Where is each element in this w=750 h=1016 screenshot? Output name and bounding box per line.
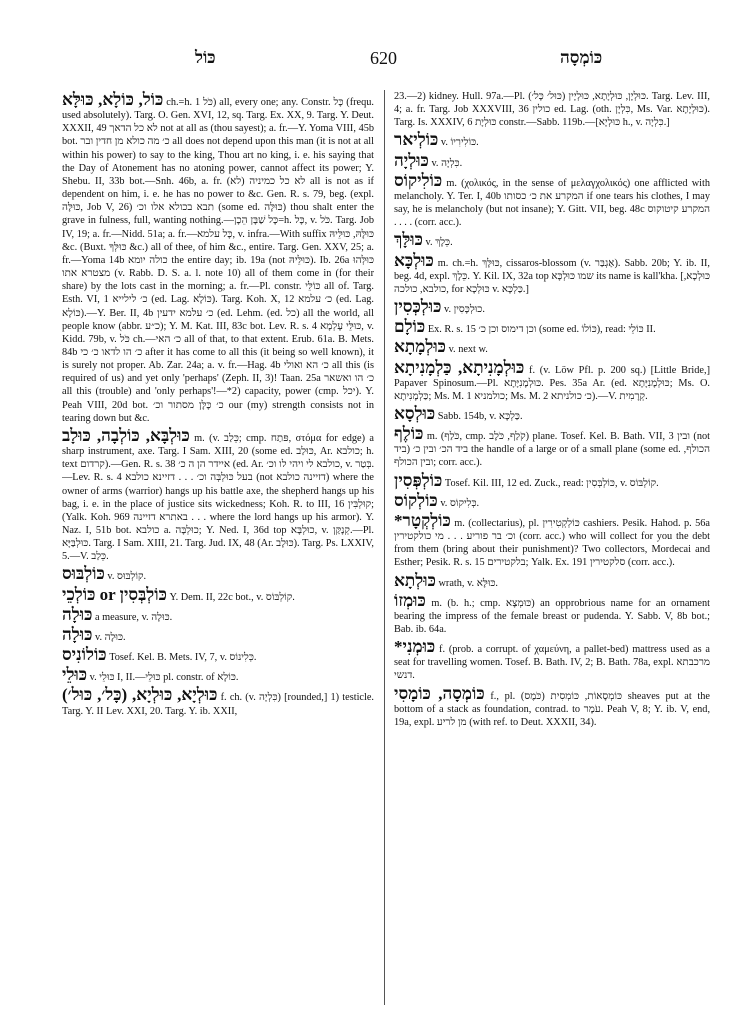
- entry-text: Sabb. 154b, v. כַּלְכָּא.: [437, 410, 523, 422]
- entry-text: m. (b. h.; cmp. כּוּמְצָא) an opprobrious name for an ornament bearing the impress of the female breast or pudenda. Y. Sabb. V, 8b bot.; Bab. ib. 64a.: [394, 597, 710, 635]
- entry-text: m. (χολικός, in the sense of μελαγχολικός) one afflicted with melancholy. Y. Ter. I, 40b המקרע את כ׳ כסותו if one tears his clothes, I may say, he is melancholy (but not insane); Y. Gitt. VII, beg. 48c המקרע קיטוקוס . . . . (corr. acc.).: [394, 177, 710, 229]
- dictionary-entry: [394, 230, 710, 249]
- entry-headword: כּוֹלְקוֹס: [394, 490, 438, 510]
- entry-text: f. (prob. a corrupt. of χαμεύνη, a pallet-bed) mattress used as a seat for travelling women. Tosef. B. Bath. IV, 2; B. Bath. 78a, expl. מרכבתא דנשי.: [394, 644, 710, 682]
- page-header: [60, 48, 700, 78]
- entry-headword: כּוּלֵי: [62, 665, 88, 685]
- dictionary-entry: [394, 90, 710, 129]
- dictionary-entry: [394, 591, 710, 636]
- entry-headword: כּוּלְכָּא: [394, 250, 434, 270]
- entry-headword: כּוֹלְפְּסִין: [394, 470, 443, 490]
- dictionary-entry: [394, 684, 710, 729]
- entry-headword: כּוֹלְכֵי or כּוֹלְבְּסִין: [62, 584, 167, 604]
- dictionary-entry: [394, 130, 710, 149]
- entry-text: f., pl. כּוֹמְסָאוֹת, כּוֹמְסִית (כֹּמֶס) sheaves put at the bottom of a stack as foundation, contrad. to עֹמֶר. Peah V, 8; Y. ib. V, end, 19a, expl. מן לריע (with ref. to Deut. XXXII, 34).: [394, 690, 710, 728]
- entry-text: a measure, v. כּוּלָה.: [94, 611, 173, 623]
- entry-headword: כּוּמְזוֹ: [394, 590, 426, 610]
- entry-headword: כּוּלְכְּסִין: [394, 297, 442, 317]
- dictionary-entry: [394, 571, 710, 590]
- dictionary-entry: [394, 511, 710, 570]
- entry-headword: כּוֹלִיקוֹס: [394, 170, 443, 190]
- entry-text: Y. Dem. II, 22c bot., v. קוֹלְבּוֹס.: [169, 591, 295, 603]
- page-number: 620: [370, 48, 397, 68]
- entry-headword: כּוּלְסָא: [394, 403, 436, 423]
- dictionary-entry: [394, 404, 710, 423]
- entry-headword: כּוּלְמָנִיתָא, כַּלְמָנִיתָא: [394, 357, 525, 377]
- entry-headword: כּוֹלֶף: [394, 424, 424, 444]
- entry-text: m. ch.=h. כּוּלָּךְ, cissaros-blossom (v. אַגְבַּר). Sabb. 20b; Y. ib. II, beg. 4d, expl. כֵּלָךְ. Y. Kil. IX, 32a top שמו כּוּלְכָּא its name is kall'kha. [כּוּלְכָא, כולבא, כולכה, for כּוּלְכָא v. כַּלְכָּא.]: [394, 257, 710, 295]
- dictionary-entry: [62, 605, 374, 624]
- dictionary-entry: [62, 564, 374, 583]
- dictionary-entry: [394, 251, 710, 296]
- entry-headword: כּוֹל, כּוֹלָא, כּוּלָּא: [62, 90, 164, 109]
- entry-text: v. קוֹלְבּוּס.: [107, 571, 147, 583]
- entry-headword: כּוֹלוֹנִיס: [62, 645, 107, 665]
- dictionary-entry: [394, 337, 710, 356]
- entry-text: m. (כֹּלַף, cmp. קֹלַף, כֹּלֶב) plane. Tosef. Kel. B. Bath. VII, 3 ובין (not ביד) ביד הכ׳ ובין כ׳ the handle of a large or of a small plane (some ed. הכולף, ובין הכולף; corr. acc.).: [394, 431, 710, 469]
- dictionary-entry: [394, 491, 710, 510]
- entry-headword: כּוֹלְיאר: [394, 130, 439, 150]
- dictionary-entry: [62, 645, 374, 664]
- dictionary-entry: [62, 585, 374, 604]
- entry-headword: כּוֹלְבּוּס: [62, 564, 105, 584]
- dictionary-entry: [62, 90, 374, 425]
- dictionary-entry: [62, 426, 374, 564]
- entry-headword: כּוּלְמָתָא: [394, 337, 446, 357]
- dictionary-entry: [62, 625, 374, 644]
- entry-headword: *כּוּמְנִי: [394, 637, 436, 657]
- entry-text: v. next w.: [448, 344, 488, 356]
- entry-text: Ex. R. s. 15 וכן דימוס וכן כ׳ (some ed. כּוֹלוֹ), read: כּוֹלֵי II.: [427, 324, 656, 336]
- header-left-headword: כּוֹל: [195, 48, 216, 67]
- entry-text: Tosef. Kil. III, 12 ed. Zuck., read: כּוֹלְבְּסִין, v. קוֹלְבּוֹס.: [444, 477, 659, 489]
- dictionary-entry: [394, 171, 710, 230]
- dictionary-entry: [394, 358, 710, 403]
- entry-text: 23.—2) kidney. Hull. 97a.—Pl. כּוּלְיָן, כּוּלְיָתָא, כּוּלְיָין (כּוּל׳ כָּל׳). Targ. Lev. III, 4; a. fr. Targ. Job XXXVIII, 36 כולין ed. Lag. (oth. כִּלְיָן, Ms. Var. כּוּלְיָתָא). Targ. Is. XXXIV, 6 כּוּלְיָת constr.—Sabb. 119b.—[כּוּלְיָא h., v. כִּלְיָה.]: [394, 91, 710, 129]
- entry-headword: כּוֹמְסָה, כּוֹמָסִי: [394, 683, 485, 703]
- entry-text: Tosef. Kel. B. Mets. IV, 7, v. כְּלִינוֹס.: [109, 652, 257, 664]
- entry-headword: כּוֹלָם: [394, 317, 426, 337]
- entry-text: m. (collectarius), pl. כּוֹלְקְטִירִין cashiers. Pesik. Hahod. p. 56a וכ׳ בר פוריע . . . מי כולקטירין (corr. acc.) who will collect for you the debt from them (bring about their punishment)? Two collectors, Mordecai and Esther; Pesik. R. s. 15 בלקטירים; Yalk. Ex. 191 סלקטירין (corr. acc.).: [394, 517, 710, 569]
- column-divider: [384, 90, 385, 1005]
- entry-text: v. כּוּלָה.: [94, 631, 126, 643]
- entry-text: v. כּוֹלִירִיוֹ.: [440, 137, 479, 149]
- entry-text: v. כְּלִיקוֹס.: [440, 497, 480, 509]
- entry-headword: כּוּלָה: [62, 624, 93, 644]
- entry-headword: *כּוֹלְקְטָר: [394, 510, 451, 530]
- entry-text: v. כּוּלֵי I, II.—כּוּלֵי pl. constr. of כּוֹלָא.: [89, 672, 239, 684]
- dictionary-entry: [394, 317, 710, 336]
- entry-headword: כּוּלָה: [62, 604, 93, 624]
- entry-text: v. כוּלְכָּסִין.: [443, 304, 485, 316]
- dictionary-entry: [394, 471, 710, 490]
- entry-text: f. (v. Löw Pfl. p. 200 sq.) [Little Bride,] Papaver Spinosum.—Pl. כּוּלְמָנִיָּתָא. Pes. 35a Ar. (ed. כּוּלְמָנִיָּתָא; Ms. O. כַּלְמָנִיתָא; Ms. M. 1 כולמניא; Ms. M. 2 כ׳ כולניתא).—V. קְרָמִית.: [394, 364, 710, 402]
- entry-text: m. (v. כֵּלַב; cmp. פּתַח, στόμα for edge) a sharp instrument, axe. Targ. I Sam. XIII, 20 (some ed. כּוּלַב, Ar. כולבא; h. text קרדום).—Gen. R. s. 38 איידר הן ה כ׳ (ed. Ar. כולבא לי ויהי לו וכ׳, v. בְּטַר.—Lev. R. s. 4 בעל כּוּלְבְּה וכ׳ . . . דזיינא כולבא (not דזיינה כולבא) where the owner of arms (warrior) hangs up his battle axe, the shepherd hangs up his bag, i. e. in the place of justice sits wickedness; Koh. R. to III, 16 קוּלְבִּין; (Yalk. Koh. 969 באתרא דזיינה . . . where the lord hangs up his armor). Y. Naz. I, 51b bot. כולבא a. כוּלְבָּה; Y. Ned. I, 36d top כוּלְבָּא, v. קְנָקַּן.—Pl. כּוּלְבַּיָּא. Targ. I Sam. XIII, 21. Targ. Jud. IX, 48 (Ar. כּוּלָב). Targ. Ps. LXXIV, 5.—V. כֵּלַב.: [62, 432, 374, 563]
- dictionary-entry: [62, 685, 374, 717]
- entry-text: v. כִּלְיָה.: [431, 157, 463, 169]
- entry-text: f. ch. (v. כִּלְיָה) [rounded,] 1) testicle. Targ. Y. II Lev. XXI, 20. Targ. Y. ib. XXII,: [62, 692, 374, 717]
- entry-headword: כּוּלְיָא, כּוּלְיָא, (כָּל׳, כּוּל׳): [62, 685, 218, 705]
- dictionary-entry: [394, 424, 710, 469]
- entry-headword: כּוּלְתָא: [394, 570, 436, 590]
- dictionary-entry: [394, 151, 710, 170]
- entry-text: ch.=h. כֹּל 1) all, every one; any. Constr. כָּל (frequ. used absolutely). Targ. O. Gen. XVI, 12, sq. Targ. Ex. XX, 9. Targ. Y. Deut. XXXII, 49 לא כל הדאך not at all as (thou sayest); a. fr.—Y. Yoma VIII, 45b bot. כ׳ מה כולא מן חדין ובר all does not depend upon this man (it is not at all within his power) to say to the king, Thou art no king, i. e. his saying that the Day of Atonement has no atoning power, cannot affect its power; Y. Shebu. II, 33b bot.—Snh. 46b, a. fr. (לא) לא כל כמיניה all is not as if dependent on him, i. e. he has no power to &c. Gen. R. s. 79, beg. (expl. כּוּלָּה, Job V, 26) תבא בכולא אלו וכ׳ (some ed. כּוּלָּה) thou shalt enter the grave in fulness, full, wanting nothing.—כָּל שַׁבָּן הֵכָן=h. כָּל, v. כֹּל. Targ. Job IV, 19; a. fr.—Nidd. 51a; a. fr.—כָּל עלמא, v. infra.—With suffix כּוּלָּהּ, כּוּלֵּיהּ &c. (Buxt. כּוּלְּךָ &c.) all of thee, of him &c., entire. Targ. Gen. XXV, 25; a. fr.—Yoma 14b כולה יומא the entire day; ib. 19a (not כּוּלֵּיהּ). Ib. 26a כּוּלְּהוּ מצטרא אתו (v. Rabb. D. S. a. l. note 10) all of them come in (for their share) by the lots cast in the morning; a. fr.—Pl. constr. כּוֹלֵּי all of. Targ. Esth. VI, 1 כ׳ לילייא (ed. Lag. כּוֹלָא). Targ. Koh. X, 12 כ׳ עלמא (ed. Lag. כּוֹלָא).—Y. Ber. II, 4b כ׳ עלמא ידעין (ed. Lehm. (ed. כל) all the world, all people know (abbr. כ״ע); Y. M. Kat. III, 83c bot. Lev. R. s. 4 כּוּלֵּי עָלְמָא, v. Kidd. 79b, v. כֹּל ch.—כ׳ האי all of that, to that extent. Erub. 61a. B. Mets. 84b כ׳ הו לדאו כ׳ כי after it has come to all this (it being so well known), it is surely not proper. Ab. Zar. 24a; a. v. fr.—Hag. 4b כ׳ הא ואולי all this (is required of us) and yet only 'perhaps' (Zeph. II, 3)! Taan. 25a כ׳ הו ואשאר all this (trouble) and 'only perhaps'!—*2) capacity, power (cmp. יכל). Y. Peah VIII, 20d bot. כ׳ כָּלָּן מסתור וכ׳ our (my) strength consists not in tearing down but &c.: [62, 97, 374, 424]
- entry-text: v. כֵּלָךְ.: [425, 237, 453, 249]
- left-column: [62, 90, 374, 1005]
- dictionary-entry: [394, 297, 710, 316]
- entry-headword: כּוּלְיָה: [394, 150, 429, 170]
- entry-text: wrath, v. כּוּלָּא.: [438, 577, 498, 589]
- header-right-headword: כּוֹמְסָה: [560, 48, 603, 67]
- entry-headword: כּוּלָּךְ: [394, 230, 423, 250]
- dictionary-entry: [62, 665, 374, 684]
- entry-headword: כּוּלְבָּא, כּוֹלְבָה, כּוּלָב: [62, 425, 190, 445]
- right-column: [394, 90, 710, 1005]
- dictionary-entry: [394, 637, 710, 682]
